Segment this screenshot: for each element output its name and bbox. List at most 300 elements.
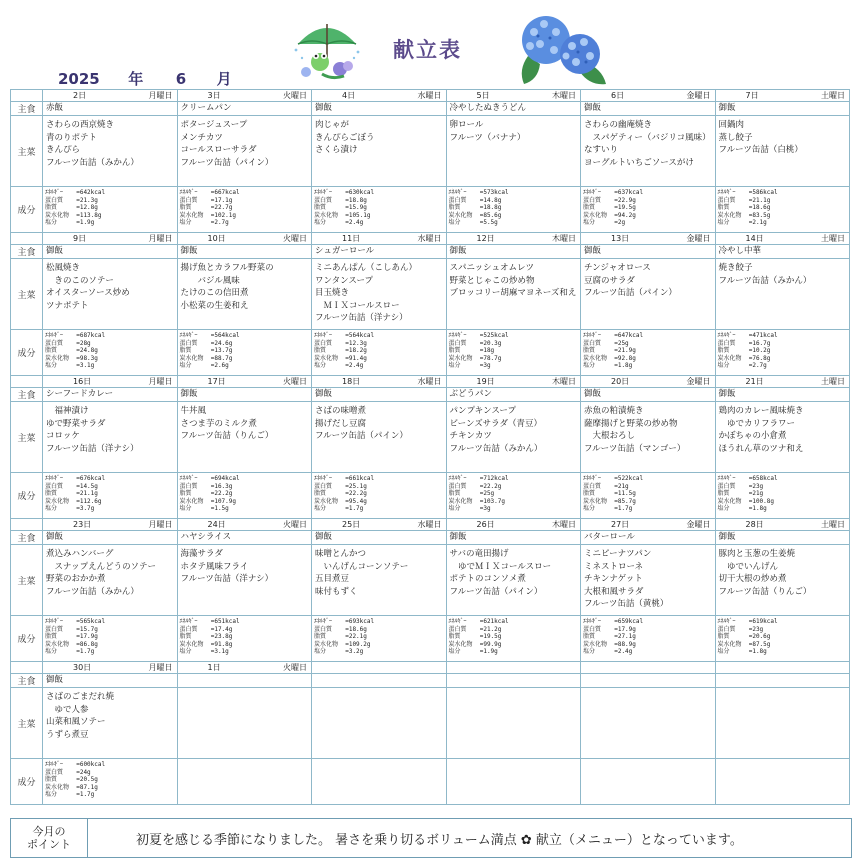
day-date: 12日 [476,234,495,243]
dish-item: フルーツ缶詰（洋ナシ） [46,443,139,454]
date-cell [312,519,447,531]
main-dish-cell [312,688,447,759]
staple-cell [581,245,716,259]
staple-text: 御飯 [315,103,333,113]
nutrition-item: 脂質 =21.9g [583,347,636,355]
day-date: 23日 [73,520,92,529]
nutrition-item: 脂質 =11.5g [583,490,636,498]
dish-item: フルーツ缶詰（りんご） [718,586,812,597]
main-dish-label: 主菜 [11,402,43,473]
dish-item: 野菜のおかか煮 [46,574,106,584]
date-header [312,519,446,530]
day-date: 19日 [476,377,495,386]
nutrition-list [43,616,177,656]
day-weekday: 月曜日 [148,91,173,100]
staple-text: 御飯 [584,103,602,113]
nutrition-label: 成分 [11,616,43,662]
nutrition-item: 塩分 =3.2g [314,648,364,656]
date-header [312,376,446,387]
day-date: 26日 [476,520,495,529]
day-weekday: 月曜日 [148,234,173,243]
dish-list [581,402,715,455]
point-label-line-1: 今月の [32,825,66,838]
nutrition-list [178,330,312,370]
dish-item: スナップえんどうのソテー [46,561,156,572]
day-date: 27日 [611,520,630,529]
nutrition-item: 蛋白質 =22.9g [583,196,636,204]
dish-item: 卵ロール [449,120,484,130]
dish-item: メンチカツ [180,132,223,143]
date-header [581,376,715,387]
dish-item: ホタテ風味フライ [180,561,249,572]
nutrition-cell [177,473,312,519]
nutrition-item: 蛋白質 =17.4g [179,625,233,633]
dish-item: 蒸し餃子 [718,132,753,143]
dish-item: いんげんコーンソテー [315,561,409,572]
dish-item: フルーツ缶詰（マンゴー） [584,443,686,454]
dish-item: フルーツ缶詰（洋ナシ） [180,574,274,584]
date-header [581,519,715,530]
nutrition-item: 脂質 =10.2g [717,347,771,355]
date-cell [715,519,850,531]
nutrition-item: 塩分 =3g [448,362,491,370]
date-cell [581,376,716,388]
date-row [11,376,850,388]
main-dish-cell [312,116,447,187]
date-cell [43,376,178,388]
nutrition-item: 炭水化物 =92.8g [583,354,636,362]
staple-label: 主食 [11,388,43,402]
main-dish-cell [43,116,178,187]
dish-item: きんぴら [46,145,81,155]
date-header [178,233,312,244]
dish-item: フルーツ缶詰（パイン） [180,157,274,168]
day-weekday: 土曜日 [821,520,845,529]
nutrition-item: ｴﾈﾙｷﾞｰ =522kcal [583,475,644,482]
staple-text: 御飯 [46,532,64,542]
dish-item: たけのこの信田煮 [180,288,249,298]
nutrition-label: 成分 [11,473,43,519]
staple-row [11,531,850,545]
nutrition-cell [581,616,716,662]
dish-item: フルーツ缶詰（みかん） [46,157,139,168]
nutrition-item: 塩分 =5.5g [448,219,498,227]
dish-item: フルーツ缶詰（パイン） [315,431,408,441]
nutrition-item: 脂質 =22.1g [314,633,367,641]
dish-item: フルーツ缶詰（パイン） [449,586,543,597]
main-dish-cell [177,259,312,330]
nutrition-cell [177,187,312,233]
staple-cell [581,102,716,116]
dish-item: ビーンズサラダ（青豆） [449,418,542,429]
dish-list [178,688,312,691]
nutrition-cell [312,759,447,805]
nutrition-list [447,187,581,227]
staple-cell [446,674,581,688]
day-date: 17日 [207,377,226,386]
day-weekday: 木曜日 [552,377,576,386]
nutrition-item: 脂質 =24.8g [45,347,98,355]
date-cell [177,662,312,674]
nutrition-item: 炭水化物 =99.9g [448,640,502,648]
nutrition-item: 塩分 =3.1g [45,362,95,370]
nutrition-cell [43,330,178,376]
dish-list [43,402,177,455]
nutrition-item: ｴﾈﾙｷﾞｰ =661kcal [314,475,375,482]
staple-cell [581,388,716,402]
main-dish-row [11,116,850,187]
date-cell [177,519,312,531]
staple-label: 主食 [11,531,43,545]
day-weekday: 木曜日 [552,520,576,529]
nutrition-item: ｴﾈﾙｷﾞｰ =621kcal [448,618,509,625]
main-dish-row [11,402,850,473]
nutrition-item: ｴﾈﾙｷﾞｰ =642kcal [45,189,106,196]
date-cell [177,376,312,388]
main-dish-cell [715,116,850,187]
nutrition-item: 脂質 =22.2g [314,490,367,498]
dish-list [312,116,446,157]
main-dish-label: 主菜 [11,545,43,616]
point-label-line-2: ポイント [27,838,71,851]
dish-item: さくら漬け [315,145,358,155]
nutrition-cell [312,187,447,233]
nutrition-item: ｴﾈﾙｷﾞｰ =630kcal [314,189,375,196]
date-header [581,233,715,244]
date-cell [446,662,581,674]
date-cell [312,90,447,102]
dish-list [312,545,446,598]
main-dish-cell [312,402,447,473]
staple-text: 御飯 [718,389,736,399]
date-row-label-cell [11,662,43,674]
nutrition-item: 塩分 =2.1g [717,219,767,227]
staple-text: 御飯 [46,246,64,256]
dish-item: 山菜和風ソテー [46,717,106,727]
date-header [447,233,581,244]
staple-text: 冷やし中華 [718,246,762,256]
nutrition-item: 蛋白質 =21.1g [717,196,771,204]
staple-cell [715,674,850,688]
nutrition-item: 脂質 =19.5g [583,204,636,212]
staple-text: 御飯 [46,675,64,685]
nutrition-item: 蛋白質 =17.9g [583,625,636,633]
nutrition-cell [177,759,312,805]
nutrition-cell [446,187,581,233]
nutrition-item: 炭水化物 =102.1g [179,211,237,219]
day-weekday: 金曜日 [686,520,711,529]
nutrition-item: 脂質 =20.6g [717,633,771,641]
page-title: 献立表 [393,38,462,62]
day-weekday: 木曜日 [552,91,576,100]
date-header [716,376,850,387]
nutrition-list [447,759,581,761]
day-date: 2日 [73,91,87,100]
nutrition-list [716,616,850,656]
staple-cell [715,245,850,259]
nutrition-item: 塩分 =1.8g [583,362,633,370]
dish-item: ゆでＭＩＸコールスロー [449,561,552,572]
nutrition-item: 蛋白質 =17.1g [179,196,233,204]
nutrition-cell [43,187,178,233]
staple-text: ぶどうパン [449,389,493,399]
day-date: 11日 [342,234,361,243]
dish-item: チキンナゲット [584,574,643,584]
nutrition-item: ｴﾈﾙｷﾞｰ =659kcal [583,618,644,625]
nutrition-item: 塩分 =2.7g [717,362,767,370]
dish-list [716,402,850,455]
main-dish-cell [43,545,178,616]
day-weekday: 土曜日 [821,91,845,100]
staple-cell [446,388,581,402]
nutrition-item: ｴﾈﾙｷﾞｰ =687kcal [45,332,106,339]
day-weekday: 土曜日 [821,234,845,243]
date-row-label-cell [11,233,43,245]
day-weekday: 金曜日 [686,377,711,386]
dish-item: 味付もずく [315,586,358,597]
dish-item: 回鍋肉 [718,120,745,130]
dish-item: スパニッシュオムレツ [449,263,534,273]
date-cell [581,662,716,674]
dish-item: 豚肉と玉葱の生姜焼 [718,549,796,559]
dish-item: さばの味噌煮 [315,406,367,416]
date-header [43,233,177,244]
staple-label: 主食 [11,102,43,116]
dish-item: スパゲティー（バジリコ風味） [584,132,711,143]
staple-cell [715,531,850,545]
nutrition-item: 脂質 =23.8g [179,633,233,641]
nutrition-cell [715,330,850,376]
nutrition-list [447,330,581,370]
day-date: 24日 [207,520,226,529]
nutrition-item: 蛋白質 =28g [45,339,91,347]
nutrition-cell [446,616,581,662]
dish-list [312,402,446,443]
day-weekday: 月曜日 [148,377,173,386]
dish-item: サバの竜田揚げ [449,549,509,559]
dish-item: ほうれん草のツナ和え [718,443,804,454]
day-date: 30日 [73,663,92,672]
nutrition-item: 塩分 =1.7g [314,505,364,513]
date-cell [312,233,447,245]
date-header [178,376,312,387]
nutrition-item: 炭水化物 =76.8g [717,354,771,362]
staple-cell [177,531,312,545]
nutrition-item: 塩分 =2.7g [179,219,229,227]
day-date: 16日 [73,377,92,386]
dish-item: ミニピーナツパン [584,549,652,559]
dish-item: 薩摩揚げと野菜の炒め物 [584,418,678,429]
monthly-point-box [10,818,852,858]
nutrition-item: 塩分 =2g [583,219,626,227]
nutrition-item: 炭水化物 =98.3g [45,354,98,362]
month-value: 6 [175,70,187,88]
nutrition-item: 炭水化物 =107.9g [179,497,237,505]
nutrition-item: ｴﾈﾙｷﾞｰ =637kcal [583,189,644,196]
dish-list [581,116,715,169]
dish-item: 肉じゃが [315,120,350,130]
nutrition-row [11,759,850,805]
main-dish-cell [43,402,178,473]
nutrition-item: 脂質 =22.2g [179,490,233,498]
dish-item: 大根おろし [584,431,636,441]
nutrition-item: 炭水化物 =112.6g [45,497,102,505]
nutrition-item: 炭水化物 =109.2g [314,640,371,648]
nutrition-item: 炭水化物 =87.1g [45,783,98,791]
nutrition-item: 蛋白質 =24g [45,768,91,776]
day-weekday: 火曜日 [283,234,307,243]
day-weekday: 木曜日 [552,234,576,243]
dish-list [447,402,581,455]
dish-list [447,116,581,144]
dish-item: チキンカツ [449,431,492,441]
main-dish-cell [446,545,581,616]
date-row [11,519,850,531]
nutrition-cell [715,616,850,662]
nutrition-item: 脂質 =15.9g [314,204,367,212]
dish-item: フルーツ缶詰（洋ナシ） [315,313,408,323]
nutrition-item: 炭水化物 =88.7g [179,354,233,362]
date-row [11,233,850,245]
dish-item: フルーツ缶詰（みかん） [449,443,543,454]
main-dish-cell [312,259,447,330]
staple-text: ハヤシライス [180,532,232,542]
nutrition-item: ｴﾈﾙｷﾞｰ =600kcal [45,761,106,768]
nutrition-row [11,330,850,376]
date-cell [43,519,178,531]
dish-item: ブロッコリー胡麻マヨネーズ和え [449,288,577,298]
dish-list [716,688,850,691]
nutrition-list [581,187,715,227]
staple-cell [581,531,716,545]
nutrition-item: 炭水化物 =91.4g [314,354,367,362]
nutrition-cell [43,473,178,519]
dish-item: さわらの幽庵焼き [584,120,653,130]
nutrition-item: 脂質 =12.8g [45,204,98,212]
staple-row [11,102,850,116]
nutrition-list [43,187,177,227]
nutrition-item: ｴﾈﾙｷﾞｰ =586kcal [717,189,778,196]
nutrition-item: 蛋白質 =20.3g [448,339,502,347]
nutrition-list [716,187,850,227]
main-dish-cell [177,402,312,473]
nutrition-list [178,616,312,656]
nutrition-cell [581,473,716,519]
day-date: 5日 [476,91,490,100]
main-dish-cell [581,116,716,187]
dish-item: フルーツ缶詰（白桃） [718,145,803,155]
frog-umbrella-illustration [292,14,362,80]
main-dish-row [11,259,850,330]
dish-list [581,259,715,300]
staple-cell [715,102,850,116]
menu-table [10,89,850,805]
main-dish-cell [715,259,850,330]
main-dish-cell [177,116,312,187]
staple-text: 御飯 [718,532,736,542]
dish-list [178,259,312,312]
nutrition-item: 脂質 =17.9g [45,633,98,641]
dish-list [178,402,312,443]
date-header [43,376,177,387]
nutrition-item: 蛋白質 =14.8g [448,196,502,204]
nutrition-item: ｴﾈﾙｷﾞｰ =619kcal [717,618,778,625]
main-dish-cell [581,402,716,473]
nutrition-item: 脂質 =18g [448,347,495,355]
nutrition-row [11,473,850,519]
nutrition-item: 炭水化物 =83.5g [717,211,771,219]
staple-text: 御飯 [449,246,467,256]
dish-list [312,259,446,325]
day-weekday: 火曜日 [283,520,307,529]
nutrition-list [312,616,446,656]
staple-text: 御飯 [584,389,602,399]
nutrition-list [178,759,312,761]
main-dish-cell [446,116,581,187]
dish-item: 青のりポテト [46,132,98,143]
nutrition-item: 蛋白質 =14.5g [45,482,98,490]
nutrition-item: 炭水化物 =87.5g [717,640,771,648]
nutrition-item: 蛋白質 =24.6g [179,339,233,347]
nutrition-cell [177,330,312,376]
nutrition-item: 脂質 =20.5g [45,776,98,784]
dish-item: コールスローサラダ [180,145,257,155]
date-header [43,662,177,673]
nutrition-cell [43,759,178,805]
main-dish-cell [581,545,716,616]
dish-item: 目玉焼き [315,288,350,298]
nutrition-item: 塩分 =2.4g [583,648,633,656]
nutrition-item: 脂質 =27.1g [583,633,636,641]
day-date: 3日 [207,91,221,100]
day-date: 4日 [342,91,356,100]
day-date: 14日 [745,234,764,243]
dish-item: さつま芋のミルク煮 [180,418,257,429]
nutrition-item: ｴﾈﾙｷﾞｰ =573kcal [448,189,509,196]
nutrition-item: ｴﾈﾙｷﾞｰ =693kcal [314,618,375,625]
nutrition-row [11,187,850,233]
nutrition-item: 炭水化物 =94.2g [583,211,636,219]
nutrition-list [43,759,177,799]
staple-cell [312,388,447,402]
day-weekday: 水曜日 [417,377,442,386]
date-cell [715,233,850,245]
year-unit: 年 [128,70,144,88]
dish-item: さばのごまだれ焼 [46,692,115,702]
nutrition-item: 塩分 =3.7g [45,505,95,513]
staple-label: 主食 [11,674,43,688]
day-weekday: 水曜日 [417,91,442,100]
date-cell [177,90,312,102]
dish-item: ゆでカリフラワー [718,418,796,429]
nutrition-cell [446,759,581,805]
nutrition-item: ｴﾈﾙｷﾞｰ =647kcal [583,332,644,339]
nutrition-item: ｴﾈﾙｷﾞｰ =525kcal [448,332,509,339]
nutrition-cell [581,187,716,233]
nutrition-cell [177,616,312,662]
nutrition-item: 蛋白質 =16.7g [717,339,771,347]
dish-item: フルーツ缶詰（パイン） [584,288,677,298]
staple-text: シーフードカレー [46,389,114,399]
staple-cell [446,245,581,259]
dish-item: 赤魚の粕漬焼き [584,406,644,416]
nutrition-item: 塩分 =1.8g [717,648,767,656]
date-cell [446,90,581,102]
nutrition-item: ｴﾈﾙｷﾞｰ =565kcal [45,618,106,625]
dish-item: 五目煮豆 [315,574,350,584]
nutrition-list [447,616,581,656]
date-header [178,90,312,101]
